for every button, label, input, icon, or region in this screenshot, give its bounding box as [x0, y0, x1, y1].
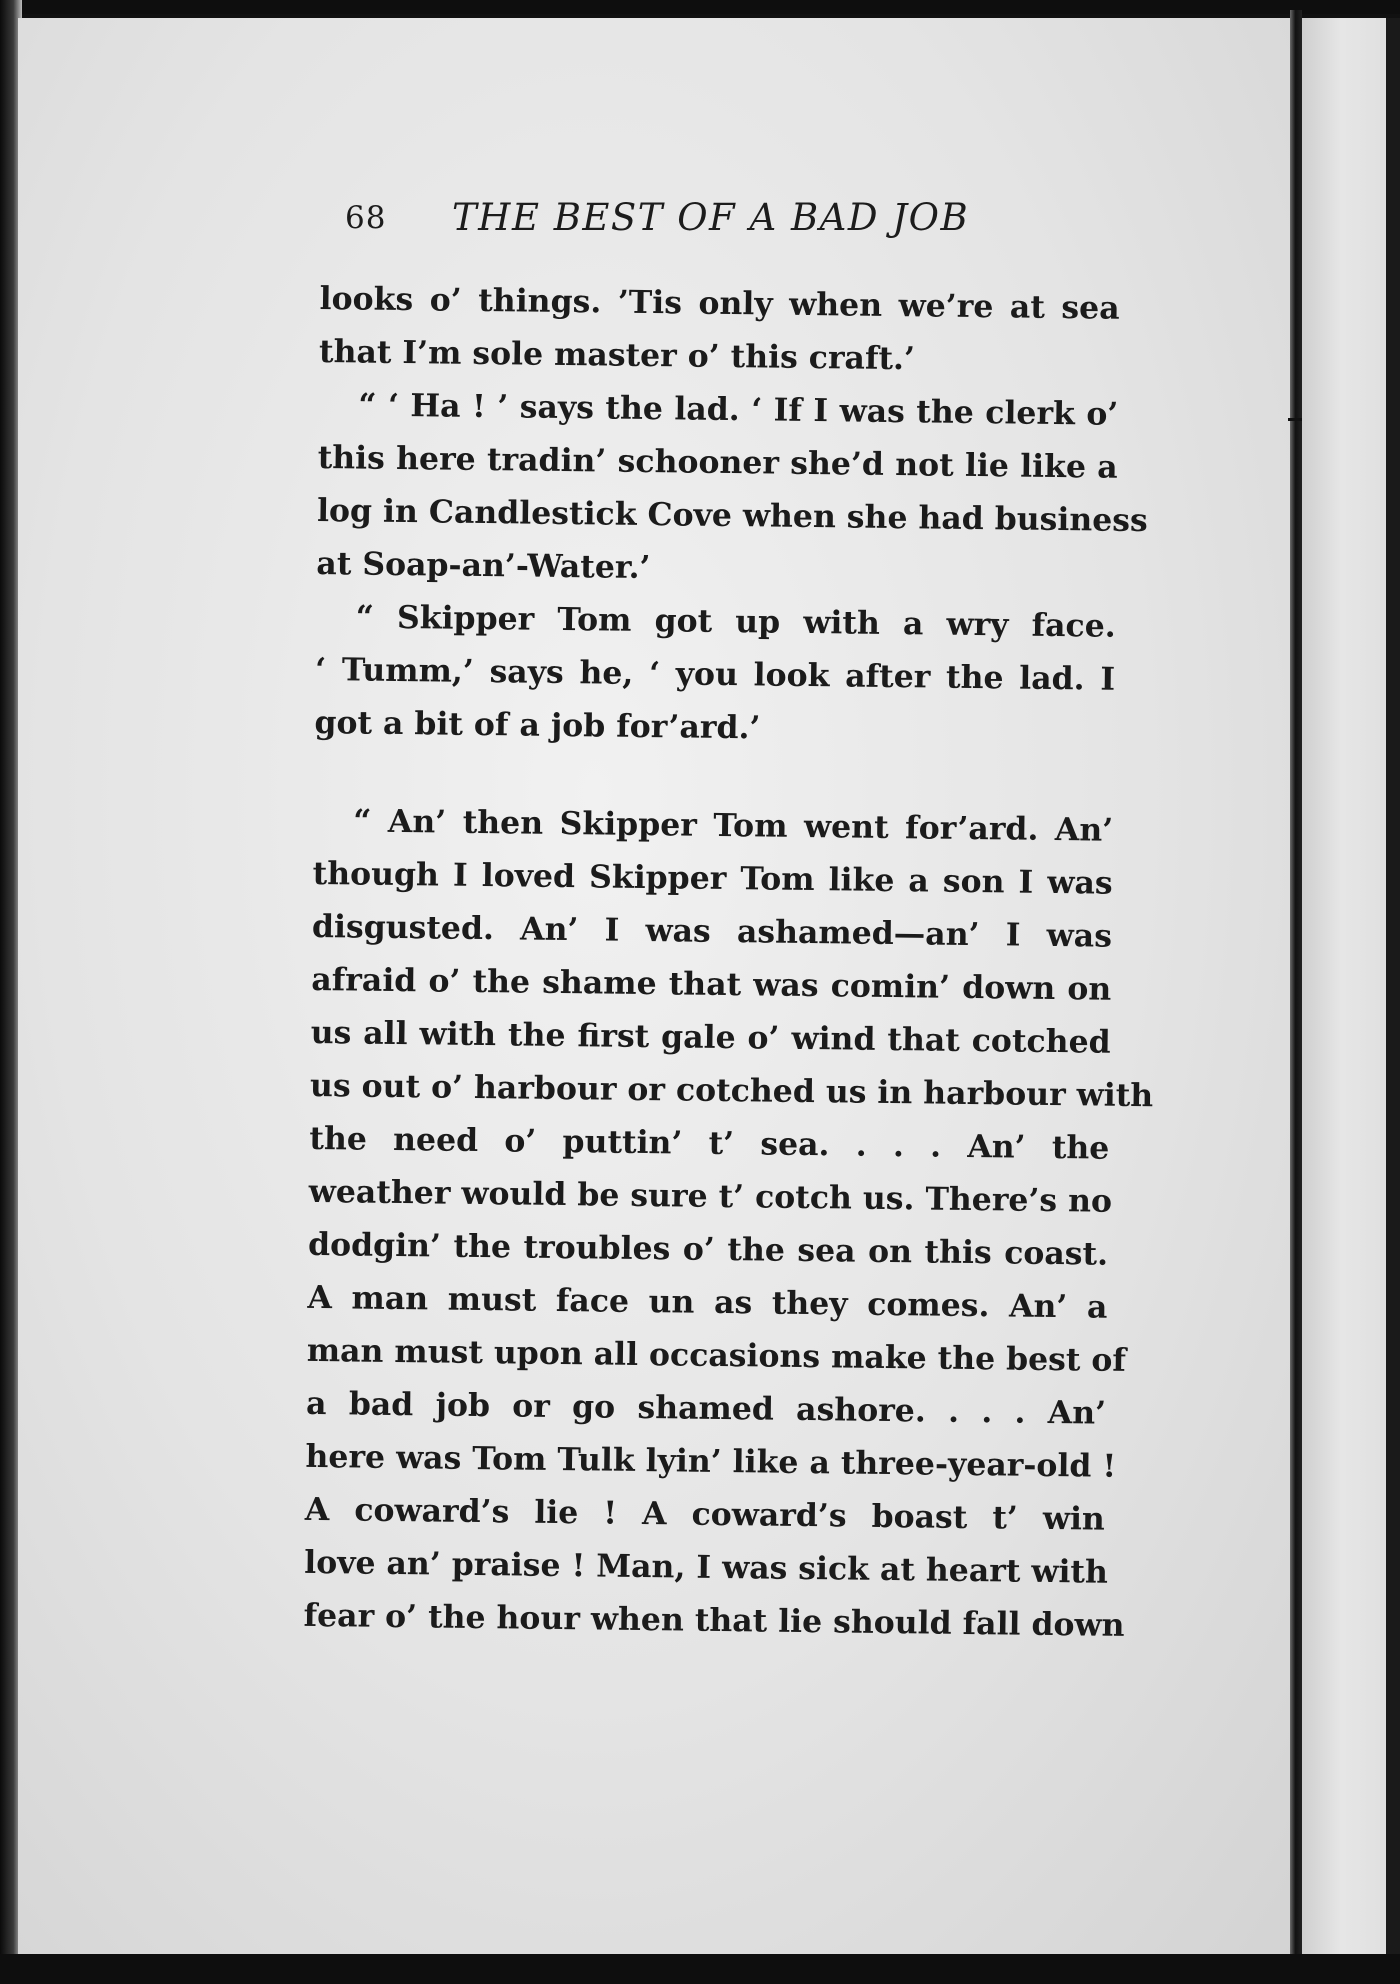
text-line: afraid o’ the shame that was comin’ down on: [311, 960, 1112, 1008]
body-text: [303, 272, 1154, 1652]
page-number: 68: [345, 200, 387, 236]
text-line: A man must face un as they comes. An’ a: [307, 1278, 1108, 1326]
text-line: “ An’ then Skipper Tom went for’ard. An’: [353, 802, 1114, 849]
text-line: “ ‘ Ha ! ’ says the lad. ‘ If I was the clerk o’: [358, 386, 1119, 433]
text-line: us all with the first gale o’ wind that cotched: [310, 1013, 1111, 1061]
text-line: here was Tom Tulk lyin’ like a three-year-old !: [305, 1437, 1117, 1485]
scan-bottom-border: [0, 1954, 1400, 1984]
page-gutter: [1290, 10, 1302, 1970]
text-line: though I loved Skipper Tom like a son I was: [312, 854, 1113, 902]
text-line: fear o’ the hour when that lie should fall down: [303, 1596, 1125, 1644]
text-line: “ Skipper Tom got up with a wry face.: [355, 598, 1116, 645]
text-line: disgusted. An’ I was ashamed—an’ I was: [311, 907, 1113, 955]
adjacent-page-shadow: [1386, 18, 1400, 1984]
text-line: got a bit of a job for’ard.’: [314, 703, 761, 747]
text-line: weather would be sure t’ cotch us. There’s no: [308, 1172, 1113, 1220]
text-line: ‘ Tumm,’ says he, ‘ you look after the lad. I: [314, 650, 1116, 698]
text-line: love an’ praise ! Man, I was sick at heart with: [304, 1543, 1109, 1591]
text-line: at Soap-an’-Water.’: [316, 544, 651, 587]
text-line: us out o’ harbour or cotched us in harbour with: [309, 1066, 1154, 1115]
scan-top-border: [0, 0, 1400, 14]
text-line: that I’m sole master o’ this craft.’: [318, 332, 916, 378]
text-line: looks o’ things. ’Tis only when we’re at sea: [319, 279, 1120, 327]
text-line: the need o’ puttin’ t’ sea. . . . An’ the: [309, 1119, 1110, 1167]
text-line: this here tradin’ schooner she’d not lie like a: [317, 438, 1118, 486]
adjacent-page-edge: [1302, 18, 1400, 1968]
text-line: log in Candlestick Cove when she had business: [316, 491, 1149, 540]
text-line: a bad job or go shamed ashore. . . . An’: [305, 1384, 1107, 1432]
text-line: dodgin’ the troubles o’ the sea on this coast.: [307, 1225, 1109, 1273]
running-title: THE BEST OF A BAD JOB: [452, 196, 970, 239]
text-line: man must upon all occasions make the best of: [306, 1331, 1127, 1379]
text-line: A coward’s lie ! A coward’s boast t’ win: [304, 1490, 1106, 1538]
